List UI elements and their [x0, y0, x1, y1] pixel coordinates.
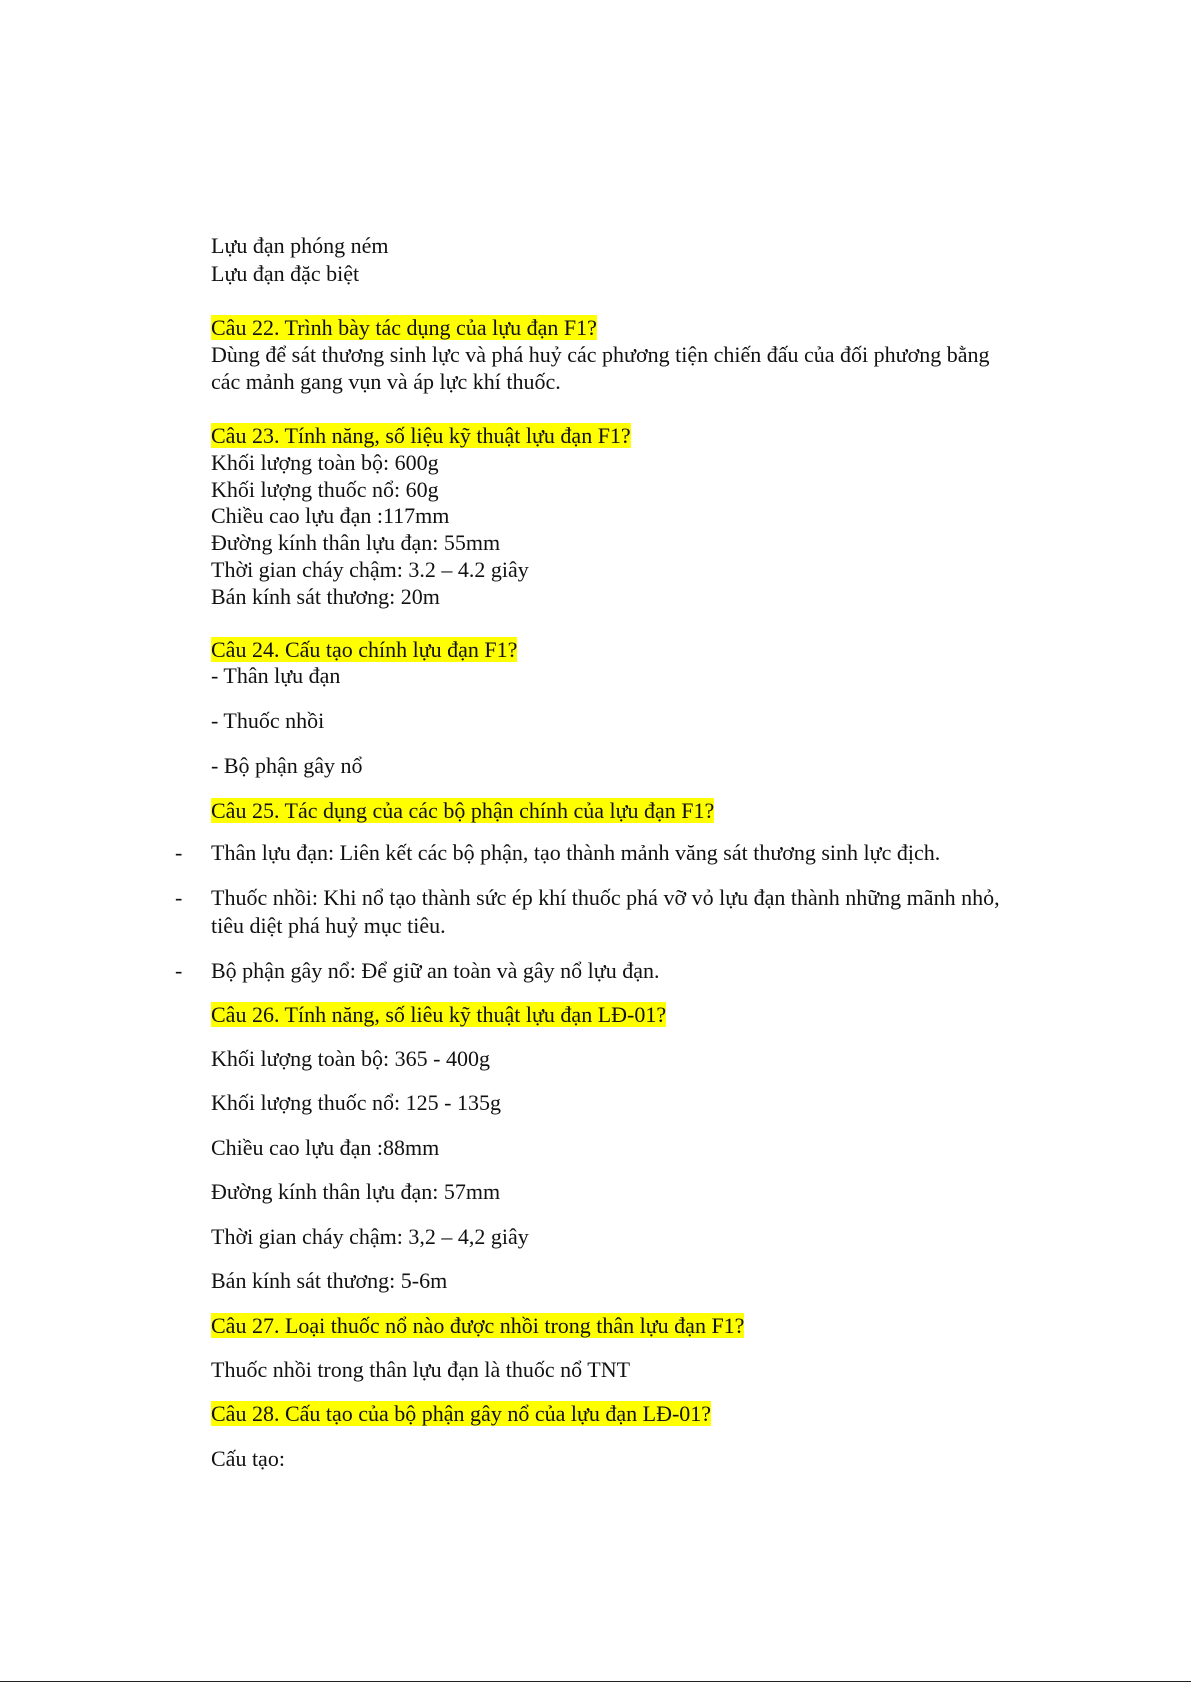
text-line: Đường kính thân lựu đạn: 55mm	[211, 530, 501, 555]
list-bullet: -	[175, 958, 183, 983]
text-line: Thời gian cháy chậm: 3.2 – 4.2 giây	[211, 557, 529, 582]
highlighted-text: Câu 27. Loại thuốc nổ nào được nhồi trong thân lựu đạn F1?	[211, 1313, 745, 1338]
text-line: Dùng để sát thương sinh lực và phá huỷ các phương tiện chiến đấu của đối phương bằng	[211, 342, 990, 367]
text-line: - Thân lựu đạn	[211, 663, 341, 688]
highlighted-text: Câu 28. Cấu tạo của bộ phận gây nổ của lựu đạn LĐ-01?	[211, 1401, 712, 1426]
list-item: Thân lựu đạn: Liên kết các bộ phận, tạo thành mảnh văng sát thương sinh lực địch.	[211, 840, 941, 865]
text-line: Bán kính sát thương: 20m	[211, 584, 440, 609]
text-line: Khối lượng thuốc nổ: 60g	[211, 477, 439, 502]
list-bullet: -	[175, 885, 183, 910]
text-line: Thuốc nhồi trong thân lựu đạn là thuốc nổ TNT	[211, 1357, 631, 1382]
question-heading	[211, 798, 714, 824]
text-line: Bán kính sát thương: 5-6m	[211, 1268, 448, 1293]
highlighted-text: Câu 25. Tác dụng của các bộ phận chính của lựu đạn F1?	[211, 798, 715, 823]
text-line: Lựu đạn đặc biệt	[211, 261, 360, 286]
text-line: các mảnh gang vụn và áp lực khí thuốc.	[211, 369, 561, 394]
text-line: Khối lượng toàn bộ: 365 - 400g	[211, 1046, 490, 1071]
text-line: Cấu tạo:	[211, 1446, 285, 1471]
list-item-continuation: tiêu diệt phá huỷ mục tiêu.	[211, 913, 446, 938]
list-item: Bộ phận gây nổ: Để giữ an toàn và gây nổ lựu đạn.	[211, 958, 660, 983]
highlighted-text: Câu 23. Tính năng, số liệu kỹ thuật lựu đạn F1?	[211, 423, 631, 448]
question-heading	[211, 637, 517, 663]
text-line: Chiều cao lựu đạn :117mm	[211, 503, 450, 528]
text-line: - Bộ phận gây nổ	[211, 753, 363, 778]
question-heading	[211, 1002, 666, 1028]
question-heading	[211, 1401, 711, 1427]
list-bullet: -	[175, 840, 183, 865]
highlighted-text: Câu 24. Cấu tạo chính lựu đạn F1?	[211, 637, 518, 662]
text-line: Lựu đạn phóng ném	[211, 233, 389, 258]
question-heading	[211, 423, 631, 449]
text-line: Khối lượng thuốc nổ: 125 - 135g	[211, 1090, 501, 1115]
text-line: Thời gian cháy chậm: 3,2 – 4,2 giây	[211, 1224, 529, 1249]
question-heading	[211, 1313, 744, 1339]
text-line: - Thuốc nhồi	[211, 708, 325, 733]
text-line: Chiều cao lựu đạn :88mm	[211, 1135, 440, 1160]
list-item: Thuốc nhồi: Khi nổ tạo thành sức ép khí thuốc phá vỡ vỏ lựu đạn thành những mãnh nhỏ,	[211, 885, 1000, 910]
text-line: Đường kính thân lựu đạn: 57mm	[211, 1179, 501, 1204]
question-heading	[211, 315, 597, 341]
page-bottom-edge	[0, 1681, 1191, 1682]
text-line: Khối lượng toàn bộ: 600g	[211, 450, 439, 475]
highlighted-text: Câu 26. Tính năng, số liêu kỹ thuật lựu đạn LĐ-01?	[211, 1002, 667, 1027]
highlighted-text: Câu 22. Trình bày tác dụng của lựu đạn F1?	[211, 315, 597, 340]
